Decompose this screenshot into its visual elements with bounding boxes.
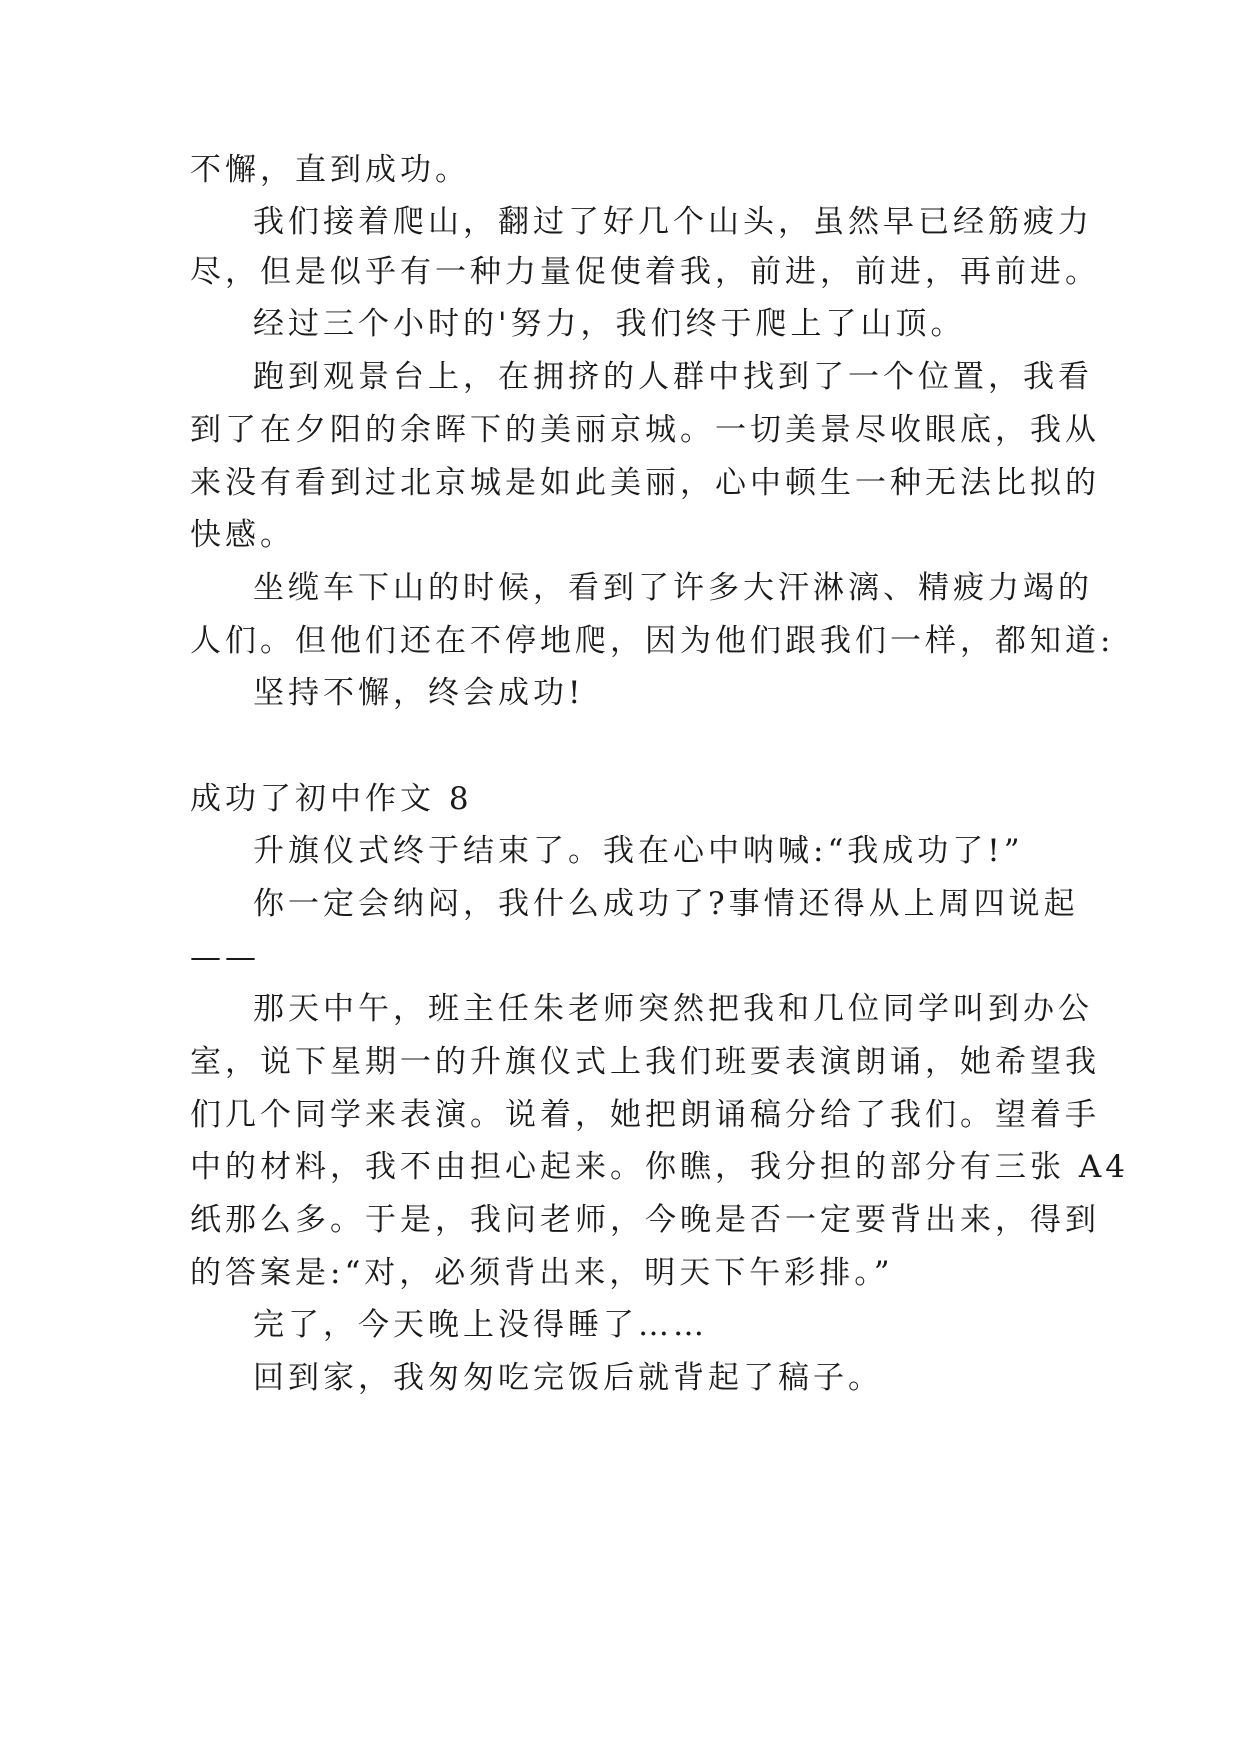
paragraph-line: 回到家，我匆匆吃完饭后就背起了稿子。 bbox=[253, 1360, 883, 1396]
text-line: 尽，但是似乎有一种力量促使着我，前进，前进，再前进。 bbox=[190, 254, 1100, 290]
text-line: 人们。但他们还在不停地爬，因为他们跟我们一样，都知道: bbox=[190, 623, 1115, 659]
paragraph-line: 完了，今天晚上没得睡了…… bbox=[253, 1307, 708, 1343]
paragraph-line: 我们接着爬山，翻过了好几个山头，虽然早已经筋疲力 bbox=[253, 204, 1093, 240]
text-line: 来没有看到过北京城是如此美丽，心中顿生一种无法比拟的 bbox=[190, 465, 1100, 501]
text-line: 快感。 bbox=[190, 517, 295, 553]
section-heading: 成功了初中作文 8 bbox=[190, 781, 473, 817]
paragraph-line: 升旗仪式终于结束了。我在心中呐喊:“我成功了!” bbox=[253, 833, 1024, 869]
paragraph-line: 坚持不懈，终会成功! bbox=[253, 675, 585, 711]
text-line: 的答案是:“对，必须背出来，明天下午彩排。” bbox=[190, 1255, 894, 1291]
text-line: 到了在夕阳的余晖下的美丽京城。一切美景尽收眼底，我从 bbox=[190, 412, 1100, 448]
text-line: 中的材料，我不由担心起来。你瞧，我分担的部分有三张 A4 bbox=[190, 1149, 1129, 1185]
text-line: 们几个同学来表演。说着，她把朗诵稿分给了我们。望着手 bbox=[190, 1097, 1100, 1133]
text-line: —— bbox=[190, 939, 260, 975]
paragraph-line: 跑到观景台上，在拥挤的人群中找到了一个位置，我看 bbox=[253, 359, 1093, 395]
text-line: 纸那么多。于是，我问老师，今晚是否一定要背出来，得到 bbox=[190, 1202, 1100, 1238]
text-line: 室，说下星期一的升旗仪式上我们班要表演朗诵，她希望我 bbox=[190, 1044, 1100, 1080]
paragraph-line: 你一定会纳闷，我什么成功了?事情还得从上周四说起 bbox=[253, 886, 1079, 922]
paragraph-line: 坐缆车下山的时候，看到了许多大汗淋漓、精疲力竭的 bbox=[253, 570, 1093, 606]
text-line: 不懈，直到成功。 bbox=[190, 152, 470, 188]
paragraph-line: 那天中午，班主任朱老师突然把我和几位同学叫到办公 bbox=[253, 991, 1093, 1027]
paragraph-line: 经过三个小时的'努力，我们终于爬上了山顶。 bbox=[253, 306, 966, 342]
